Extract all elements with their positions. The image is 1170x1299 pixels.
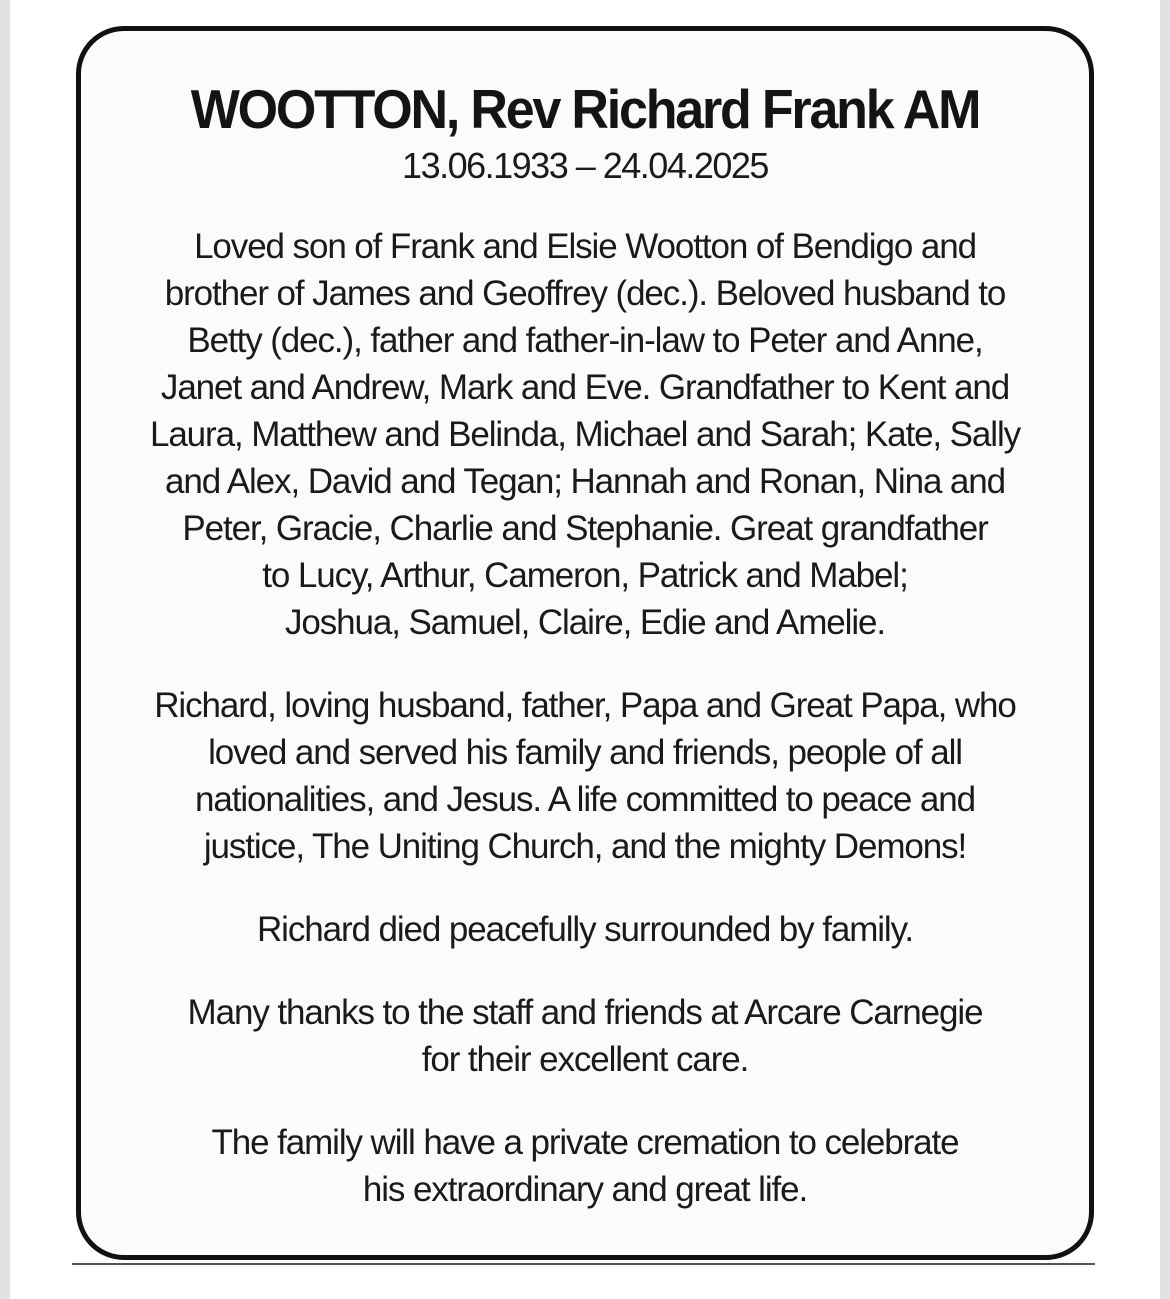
life-dates: 13.06.1933 – 24.04.2025 xyxy=(402,145,768,186)
thanks-paragraph: Many thanks to the staff and friends at Arcare Carnegie for their excellent care. xyxy=(187,993,983,1079)
death-notice-content xyxy=(121,77,1049,1213)
column-divider-rule xyxy=(72,1263,1095,1265)
page-margin-right xyxy=(1160,0,1170,1299)
family-paragraph: Loved son of Frank and Elsie Wootton of Bendigo and brother of James and Geoffrey (dec.). Beloved husband to Betty (dec.), father and father-in-law to Peter and Anne, Janet and Andrew, Mark and Eve. Grandfather to Kent and Laura, Matthew and Belinda, Michael and Sarah; Kate, Sally and Alex, David and Tegan; Hannah and Ronan, Nina and Peter, Gracie, Charlie and Stephanie. Great grandfather to Lucy, Arthur, Cameron, Patrick and Mabel; Joshua, Samuel, Claire, Edie and Amelie. xyxy=(149,227,1021,642)
page-margin-left xyxy=(0,0,10,1299)
tribute-paragraph: Richard, loving husband, father, Papa and Great Papa, who loved and served his family and friends, people of all nationalities, and Jesus. A life committed to peace and justice, The Uniting Church, and the mighty Demons! xyxy=(154,686,1016,866)
passing-paragraph: Richard died peacefully surrounded by family. xyxy=(256,910,914,949)
death-notice-card xyxy=(76,26,1094,1260)
funeral-paragraph: The family will have a private cremation to celebrate his extraordinary and great life. xyxy=(211,1123,959,1209)
deceased-name: WOOTTON, Rev Richard Frank AM xyxy=(190,79,980,141)
